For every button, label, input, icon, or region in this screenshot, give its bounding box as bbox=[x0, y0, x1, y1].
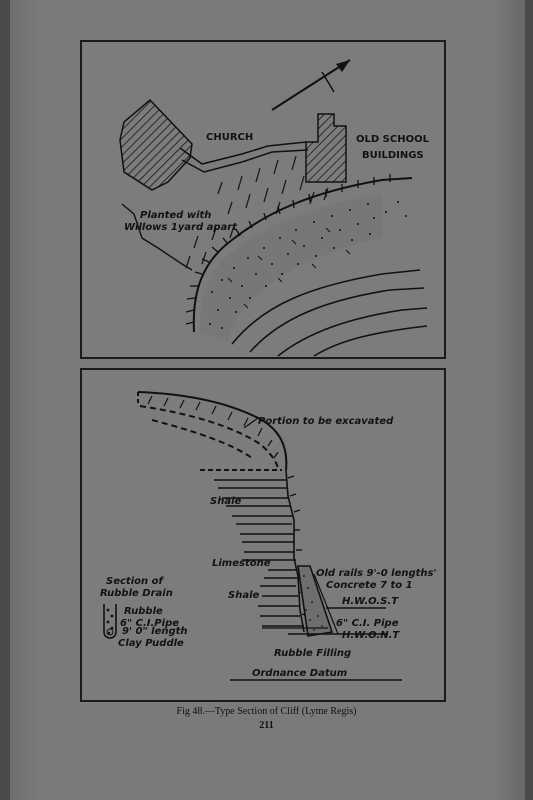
site-plan-drawing bbox=[82, 42, 444, 357]
shale-lower-label: Shale bbox=[228, 590, 260, 601]
church-building bbox=[120, 100, 192, 190]
old-school-label-line1: OLD SCHOOL bbox=[356, 134, 429, 145]
hwost-label: H.W.O.S.T bbox=[342, 596, 399, 607]
figure-caption: Fig 48.—Type Section of Cliff (Lyme Regis) bbox=[176, 706, 357, 717]
cliff-section-drawing bbox=[82, 370, 444, 700]
section-clay-label: Clay Puddle bbox=[118, 638, 184, 649]
section-pipe-label: 6" C.I.Pipe bbox=[120, 618, 180, 629]
shale-upper-label: Shale bbox=[210, 496, 242, 507]
cliff-section-figure bbox=[80, 368, 446, 702]
hwont-label: H.W.O.N.T bbox=[342, 630, 400, 641]
excavated-label: Portion to be excavated bbox=[258, 416, 394, 427]
church-label: CHURCH bbox=[206, 132, 254, 143]
ordnance-datum-label: Ordnance Datum bbox=[252, 668, 348, 679]
site-plan-figure bbox=[80, 40, 446, 359]
section-title-line1: Section of bbox=[106, 576, 163, 587]
old-school-building bbox=[306, 114, 346, 182]
planted-label-line2: Willows 1yard apart bbox=[124, 222, 238, 233]
boundary-line bbox=[180, 142, 306, 164]
rubble-drain-section bbox=[104, 604, 116, 638]
planted-label-line1: Planted with bbox=[140, 210, 212, 221]
excavation-outline bbox=[138, 392, 286, 470]
limestone-label: Limestone bbox=[212, 558, 271, 569]
page-number: 211 bbox=[259, 720, 274, 731]
old-rails-label: Old rails 9'-0 lengths' bbox=[316, 568, 437, 579]
rubble-filling-label: Rubble Filling bbox=[274, 648, 352, 659]
north-arrow-icon bbox=[272, 60, 350, 110]
old-school-label-line2: BUILDINGS bbox=[362, 150, 424, 161]
concrete-label: Concrete 7 to 1 bbox=[326, 580, 413, 591]
section-length-label: 9' 0" length bbox=[122, 626, 188, 637]
pipe-main-label: 6" C.I. Pipe bbox=[336, 618, 399, 629]
section-rubble-label: Rubble bbox=[124, 606, 163, 617]
section-title-line2: Rubble Drain bbox=[100, 588, 173, 599]
